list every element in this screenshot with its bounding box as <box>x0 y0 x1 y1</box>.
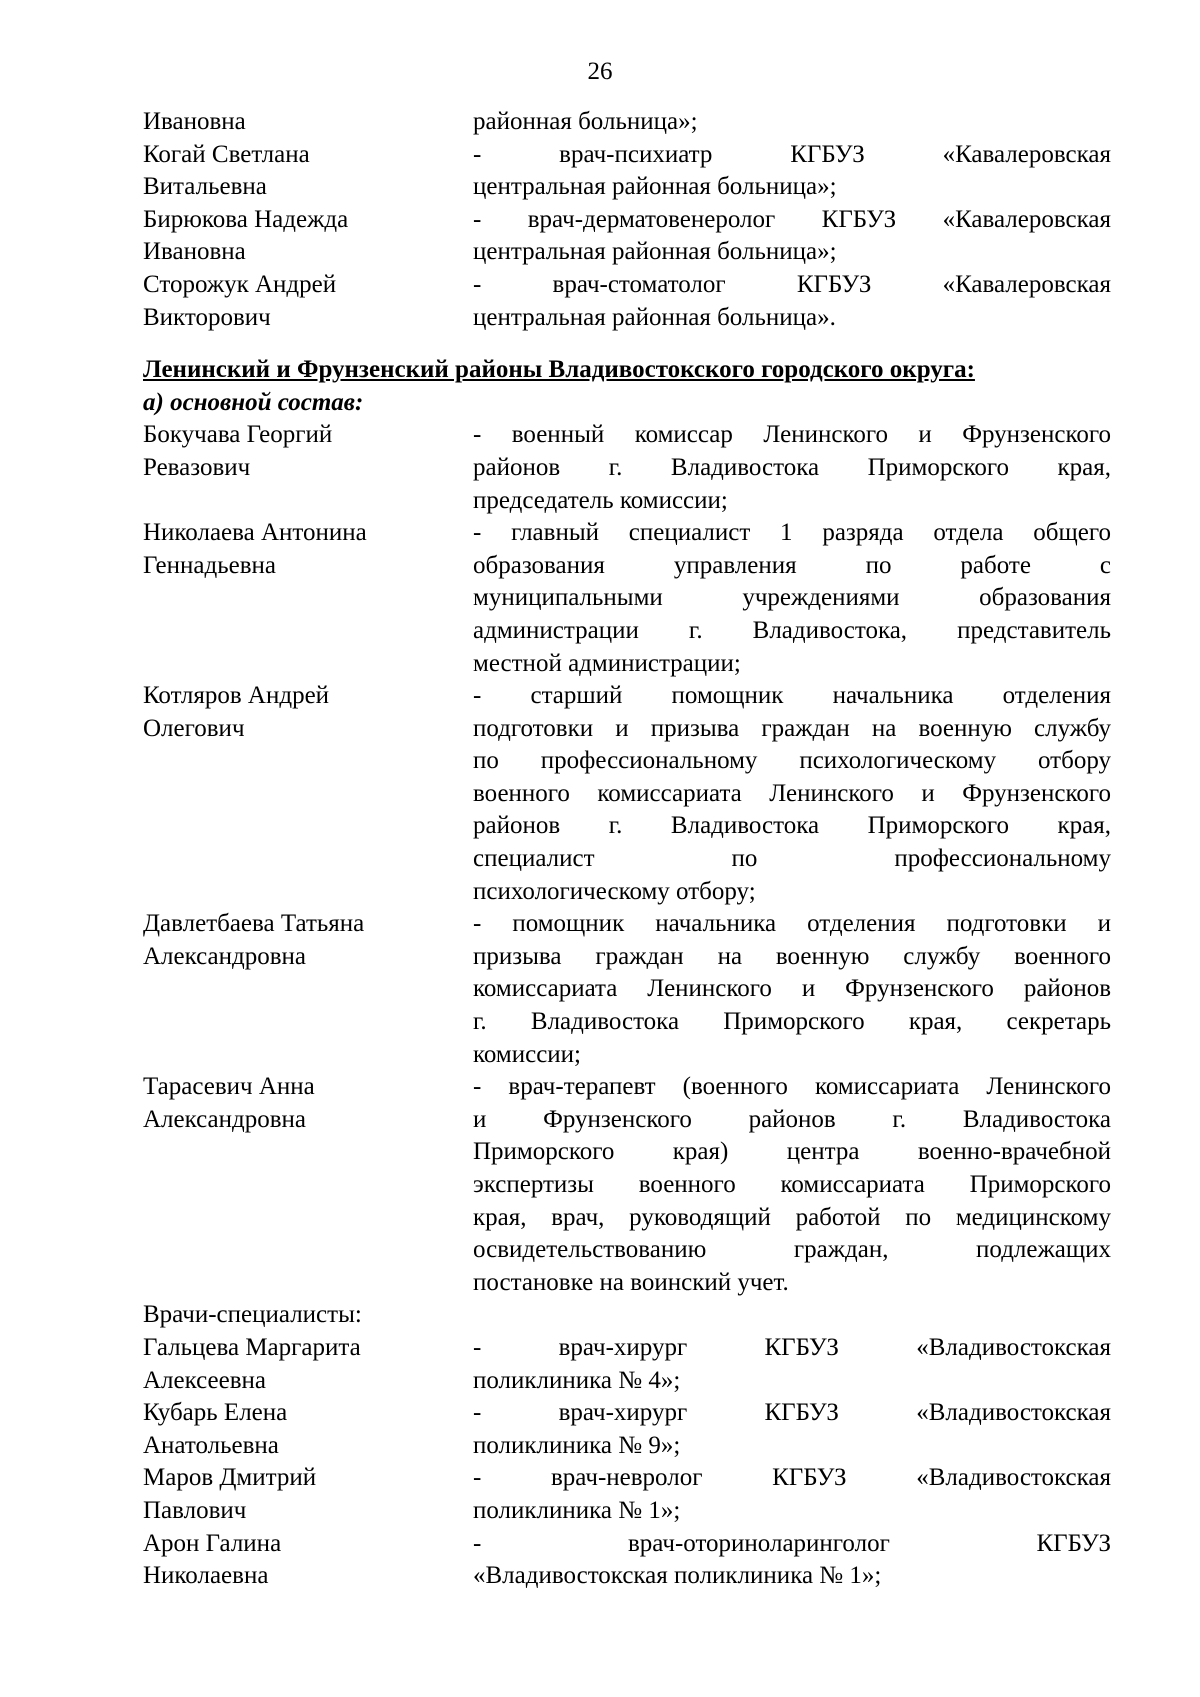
position-description <box>473 1462 1111 1527</box>
list-item <box>143 1462 1111 1527</box>
position-description-line: - врач-психиатр КГБУЗ «Кавалеровская <box>473 140 1111 168</box>
person-name <box>143 1462 473 1527</box>
position-description-line: поликлиника № 9»; <box>473 1431 681 1459</box>
position-description-line: - врач-дерматовенеролог КГБУЗ «Кавалеровская <box>473 205 1111 233</box>
person-name-line: Ивановна <box>143 108 246 135</box>
position-description-line: края, врач, руководящий работой по медицинскому <box>473 1203 1111 1231</box>
position-description-line: районная больница»; <box>473 108 698 135</box>
position-description-line: - врач-стоматолог КГБУЗ «Кавалеровская <box>473 270 1111 298</box>
person-name-line: Николаевна <box>143 1562 269 1590</box>
list-item <box>143 139 1111 204</box>
position-description-line: - врач-хирург КГБУЗ «Владивостокская <box>473 1399 1111 1427</box>
person-name-line: Павлович <box>143 1496 247 1524</box>
position-description <box>473 1397 1111 1462</box>
position-description-line: поликлиника № 4»; <box>473 1366 681 1394</box>
specialists-label: Врачи-специалисты: <box>143 1301 362 1329</box>
position-description-line: - главный специалист 1 разряда отдела общего <box>473 519 1111 547</box>
person-name <box>143 139 473 204</box>
person-name-line: Александровна <box>143 942 307 970</box>
position-description-line: центральная районная больница»; <box>473 173 837 201</box>
person-name-line: Александровна <box>143 1105 307 1133</box>
person-name-line: Бирюкова Надежда <box>143 205 349 233</box>
position-description-line: районов г. Владивостока Приморского края, <box>473 812 1111 840</box>
position-description-line: председатель комиссии; <box>473 486 728 514</box>
position-description-line: - старший помощник начальника отделения <box>473 682 1111 710</box>
list-item <box>143 517 1111 680</box>
position-description-line: образования управления по работе с <box>473 551 1111 579</box>
position-description-line: - врач-оториноларинголог КГБУЗ <box>473 1529 1111 1557</box>
entry-list-top <box>143 106 1111 334</box>
person-name <box>143 1071 473 1299</box>
person-name <box>143 1397 473 1462</box>
position-description-line: местной администрации; <box>473 649 741 677</box>
list-item <box>143 204 1111 269</box>
list-item <box>143 269 1111 334</box>
position-description-line: «Владивостокская поликлиника № 1»; <box>473 1562 882 1590</box>
position-description-line: центральная районная больница». <box>473 303 836 331</box>
person-name <box>143 106 473 139</box>
position-description <box>473 139 1111 204</box>
position-description-line: комиссариата Ленинского и Фрунзенского районов <box>473 975 1111 1003</box>
entry-list-main <box>143 419 1111 1299</box>
entry-list-specialists <box>143 1332 1111 1593</box>
person-name <box>143 1332 473 1397</box>
person-name-line: Ивановна <box>143 238 246 266</box>
person-name-line: Олегович <box>143 714 245 742</box>
person-name-line: Ревазович <box>143 453 251 481</box>
position-description-line: - помощник начальника отделения подготовки и <box>473 910 1111 938</box>
person-name-line: Геннадьевна <box>143 551 276 579</box>
position-description <box>473 204 1111 269</box>
person-name-line: Маров Дмитрий <box>143 1464 317 1492</box>
position-description-line: администрации г. Владивостока, представитель <box>473 616 1111 644</box>
position-description <box>473 908 1111 1071</box>
position-description-line: районов г. Владивостока Приморского края, <box>473 453 1111 481</box>
person-name <box>143 204 473 269</box>
list-item <box>143 680 1111 908</box>
list-item <box>143 1071 1111 1299</box>
position-description-line: г. Владивостока Приморского края, секретарь <box>473 1008 1111 1036</box>
position-description <box>473 1528 1111 1593</box>
position-description-line: комиссии; <box>473 1040 581 1068</box>
position-description-line: - военный комиссар Ленинского и Фрунзенского <box>473 421 1111 449</box>
person-name <box>143 419 473 517</box>
person-name-line: Николаева Антонина <box>143 519 367 547</box>
position-description-line: экспертизы военного комиссариата Приморского <box>473 1171 1111 1198</box>
list-item <box>143 1332 1111 1397</box>
person-name-line: Викторович <box>143 303 271 331</box>
person-name-line: Котляров Андрей <box>143 682 330 710</box>
position-description <box>473 269 1111 334</box>
position-description-line: - врач-хирург КГБУЗ «Владивостокская <box>473 1333 1111 1361</box>
person-name-line: Арон Галина <box>143 1529 282 1557</box>
list-item <box>143 106 1111 139</box>
position-description <box>473 680 1111 908</box>
list-item <box>143 908 1111 1071</box>
position-description <box>473 419 1111 517</box>
person-name <box>143 517 473 680</box>
position-description <box>473 1071 1111 1299</box>
person-name-line: Витальевна <box>143 173 267 201</box>
person-name <box>143 908 473 1071</box>
person-name-line: Алексеевна <box>143 1366 267 1394</box>
position-description-line: призыва граждан на военную службу военного <box>473 942 1111 970</box>
list-item <box>143 1528 1111 1593</box>
section-heading: Ленинский и Фрунзенский районы Владивостокского городского округа: <box>143 356 975 384</box>
position-description-line: Приморского края) центра военно-врачебной <box>473 1138 1111 1166</box>
document-body <box>143 106 1111 1593</box>
person-name <box>143 269 473 334</box>
person-name-line: Анатольевна <box>143 1431 279 1459</box>
position-description-line: муниципальными учреждениями образования <box>473 584 1111 612</box>
position-description-line: по профессиональному психологическому отбору <box>473 747 1111 775</box>
position-description-line: и Фрунзенского районов г. Владивостока <box>473 1105 1111 1133</box>
position-description-line: специалист по профессиональному <box>473 845 1111 873</box>
position-description-line: - врач-терапевт (военного комиссариата Ленинского <box>473 1073 1111 1101</box>
list-item <box>143 419 1111 517</box>
person-name-line: Кубарь Елена <box>143 1399 288 1427</box>
subsection-heading: а) основной состав: <box>143 388 364 416</box>
person-name-line: Гальцева Маргарита <box>143 1333 361 1361</box>
position-description-line: освидетельствованию граждан, подлежащих <box>473 1236 1111 1264</box>
page-number: 26 <box>587 58 613 85</box>
person-name-line: Тарасевич Анна <box>143 1073 315 1101</box>
position-description-line: подготовки и призыва граждан на военную службу <box>473 714 1111 742</box>
position-description-line: - врач-невролог КГБУЗ «Владивостокская <box>473 1464 1111 1492</box>
person-name-line: Сторожук Андрей <box>143 270 337 298</box>
person-name-line: Когай Светлана <box>143 140 310 168</box>
position-description-line: психологическому отбору; <box>473 877 756 905</box>
person-name-line: Бокучава Георгий <box>143 421 333 449</box>
position-description-line: постановке на воинский учет. <box>473 1268 789 1296</box>
person-name <box>143 680 473 908</box>
position-description-line: центральная районная больница»; <box>473 238 837 266</box>
person-name-line: Давлетбаева Татьяна <box>143 910 365 938</box>
position-description <box>473 106 1111 139</box>
position-description <box>473 517 1111 680</box>
list-item <box>143 1397 1111 1462</box>
position-description-line: военного комиссариата Ленинского и Фрунзенского <box>473 779 1111 807</box>
person-name <box>143 1528 473 1593</box>
position-description-line: поликлиника № 1»; <box>473 1496 681 1524</box>
position-description <box>473 1332 1111 1397</box>
